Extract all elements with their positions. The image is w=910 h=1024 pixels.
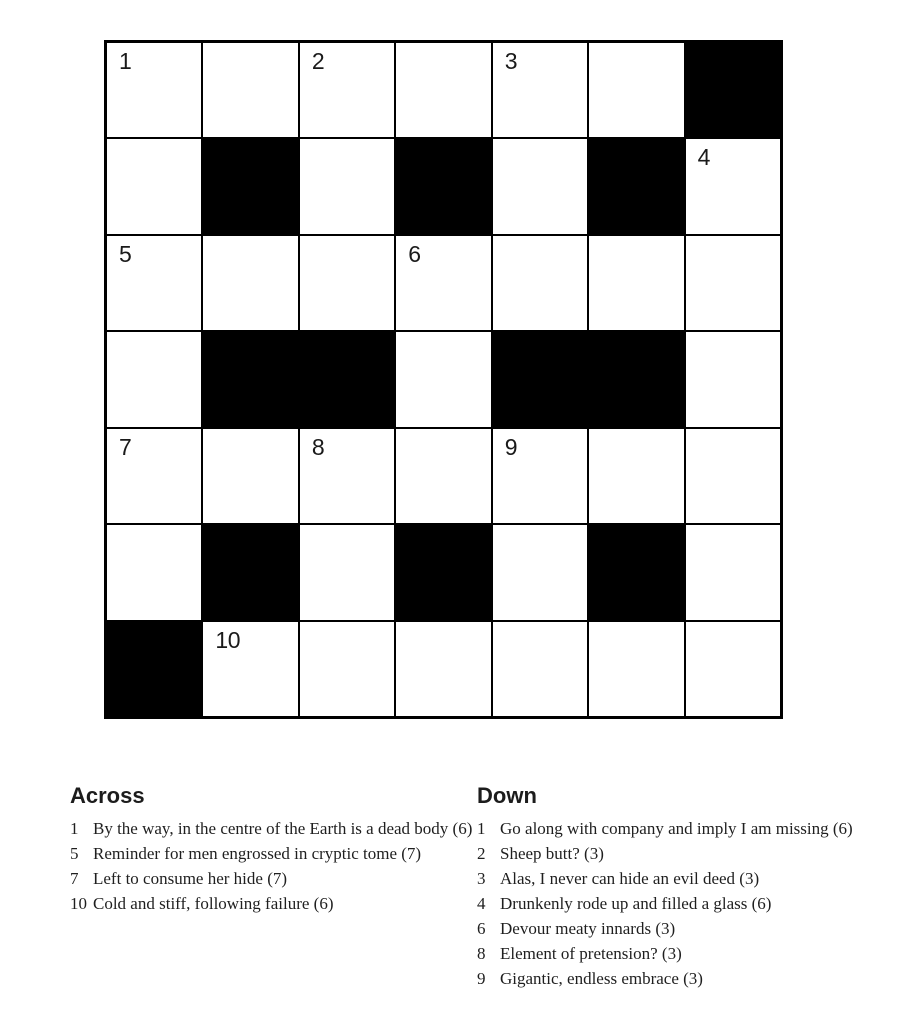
clue-text: Drunkenly rode up and filled a glass (6) [500,894,772,913]
grid-cell[interactable] [396,622,490,716]
grid-cell-black [589,139,683,233]
clue-number: 1 [477,819,486,838]
clue-item [477,966,902,991]
grid-cell-black [493,332,587,426]
grid-cell-black [396,525,490,619]
grid-cell[interactable] [396,236,490,330]
clue-item [70,816,473,841]
grid-cell-black [203,525,297,619]
grid-cell[interactable] [686,429,780,523]
clue-number: 2 [477,844,486,863]
grid-cell[interactable] [203,236,297,330]
clue-number: 4 [477,894,486,913]
clue-number: 1 [70,819,79,838]
clue-item [477,891,902,916]
cell-number: 1 [119,48,132,74]
clue-number: 5 [70,844,79,863]
clue-text: Sheep butt? (3) [500,844,604,863]
grid-cell[interactable] [203,622,297,716]
clue-item [477,816,902,841]
grid-cell[interactable] [686,236,780,330]
grid-cell[interactable] [589,236,683,330]
clue-text: Cold and stiff, following failure (6) [93,894,334,913]
clue-item [477,841,902,866]
down-clues-section [477,783,902,991]
grid-cell[interactable] [686,525,780,619]
clue-text: Reminder for men engrossed in cryptic tome (7) [93,844,422,863]
grid-cell[interactable] [589,43,683,137]
cell-number: 4 [697,144,710,171]
grid-cell[interactable] [300,525,394,619]
clue-text: Go along with company and imply I am missing (6) [500,819,853,838]
grid-cell[interactable] [493,622,587,716]
grid-cell-black [686,43,780,137]
grid-cell[interactable] [493,139,587,233]
clue-number: 6 [477,919,486,938]
grid-cell[interactable] [396,43,490,137]
cell-number: 5 [119,240,132,267]
grid-cell-black [589,332,683,426]
clue-item [70,866,470,891]
clue-text: Element of pretension? (3) [500,944,682,963]
cell-number: 2 [311,48,325,74]
clue-text: Alas, I never can hide an evil deed (3) [500,869,760,888]
across-clues-section [70,783,473,916]
down-clue-list [477,816,902,991]
grid-cell[interactable] [107,139,201,233]
clue-number: 8 [477,944,486,963]
grid-cell-black [107,622,201,716]
cell-number: 6 [408,240,421,267]
grid-cell[interactable] [589,622,683,716]
clue-item [477,941,902,966]
grid-cell[interactable] [300,139,394,233]
grid-cell[interactable] [493,525,587,619]
grid-cell[interactable] [203,429,297,523]
cell-number: 10 [215,626,241,653]
grid-cell[interactable] [300,622,394,716]
clue-text: Devour meaty innards (3) [500,919,676,938]
grid-cell[interactable] [300,236,394,330]
clue-number: 9 [477,969,486,988]
grid-cell[interactable] [107,525,201,619]
clue-item [70,841,470,866]
grid-cell-black [589,525,683,619]
grid-cell-black [300,332,394,426]
grid-cell-black [203,332,297,426]
cell-number: 9 [504,433,517,460]
grid-cell[interactable] [493,43,587,137]
cell-number: 8 [311,433,325,460]
down-heading: Down [477,783,537,808]
grid-cell[interactable] [107,236,201,330]
grid-cell[interactable] [396,332,490,426]
across-clue-list [70,816,473,916]
across-heading: Across [70,783,145,808]
clue-item [477,866,902,891]
grid-cell[interactable] [300,429,394,523]
cell-number: 7 [119,433,132,460]
grid-cell[interactable] [107,43,201,137]
clue-text: Gigantic, endless embrace (3) [500,969,703,988]
grid-cell[interactable] [493,236,587,330]
clue-item [70,891,470,916]
grid-cell[interactable] [107,429,201,523]
grid-cell-black [203,139,297,233]
clue-item [477,916,902,941]
clue-text: Left to consume her hide (7) [93,869,288,888]
crossword-grid [104,40,783,719]
grid-cell[interactable] [589,429,683,523]
grid-cell[interactable] [686,139,780,233]
grid-cell[interactable] [686,332,780,426]
grid-cell[interactable] [493,429,587,523]
clue-number: 3 [477,869,486,888]
clue-text: By the way, in the centre of the Earth is a dead body (6) [93,819,473,838]
clue-number: 7 [70,869,79,888]
grid-cell[interactable] [300,43,394,137]
grid-cell[interactable] [107,332,201,426]
grid-cell[interactable] [686,622,780,716]
grid-cell-black [396,139,490,233]
grid-cell[interactable] [203,43,297,137]
cell-number: 3 [504,48,517,74]
clue-number: 10 [70,894,87,913]
grid-cell[interactable] [396,429,490,523]
